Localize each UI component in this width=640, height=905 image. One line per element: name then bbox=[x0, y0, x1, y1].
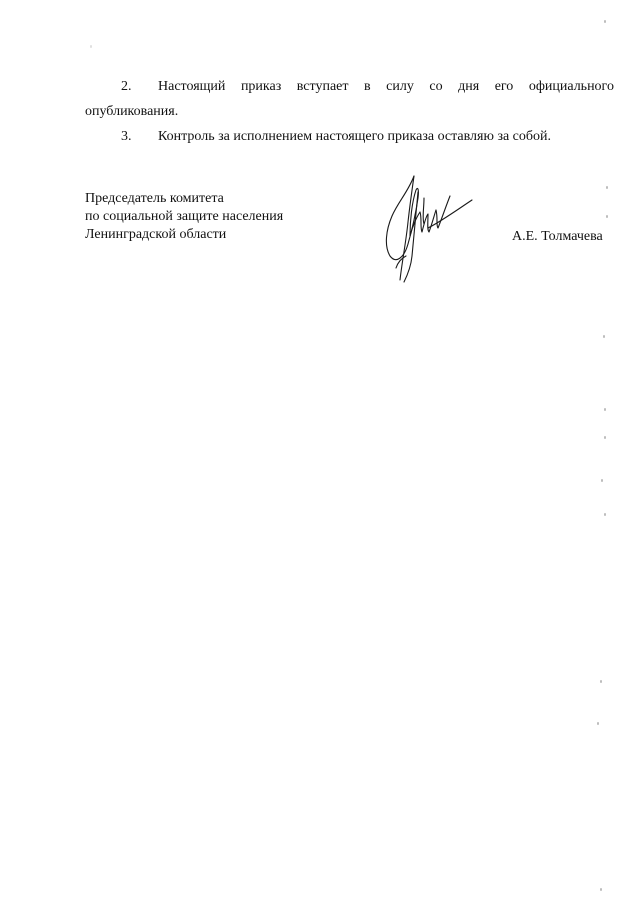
item-2-continuation: опубликования. bbox=[85, 104, 179, 119]
scan-speck bbox=[90, 45, 92, 48]
scan-speck bbox=[604, 20, 606, 23]
item-2-word: в bbox=[364, 79, 371, 94]
scan-speck bbox=[601, 479, 603, 482]
signatory-title-line: Ленинградской области bbox=[85, 227, 227, 242]
scan-speck bbox=[604, 513, 606, 516]
item-2-word: дня bbox=[458, 79, 480, 94]
item-2-word: Настоящий bbox=[158, 79, 226, 94]
item-2-word: вступает bbox=[296, 79, 349, 94]
handwritten-signature bbox=[372, 172, 482, 284]
signatory-title-line: по социальной защите населения bbox=[85, 209, 284, 224]
item-number-3: 3. bbox=[121, 129, 132, 144]
scan-speck bbox=[606, 186, 608, 189]
item-2-word: его bbox=[494, 79, 514, 94]
scan-speck bbox=[604, 408, 606, 411]
item-3-text: Контроль за исполнением настоящего приказа оставляю за собой. bbox=[158, 129, 552, 144]
signatory-title-line: Председатель комитета bbox=[85, 191, 224, 206]
scan-speck bbox=[597, 722, 599, 725]
scan-speck bbox=[600, 680, 602, 683]
scan-speck bbox=[606, 215, 608, 218]
item-2-word: силу bbox=[386, 79, 414, 94]
signatory-name: А.Е. Толмачева bbox=[512, 229, 603, 244]
signatory-title bbox=[85, 190, 283, 244]
item-2-word: приказ bbox=[240, 79, 282, 94]
scan-speck bbox=[604, 436, 606, 439]
item-number-2: 2. bbox=[121, 79, 132, 94]
item-2-word: со bbox=[429, 79, 443, 94]
item-2-word: официального bbox=[528, 79, 614, 94]
item-2-line-1 bbox=[158, 77, 614, 97]
scan-speck bbox=[600, 888, 602, 891]
item-2-line-2 bbox=[85, 102, 178, 122]
scan-speck bbox=[603, 335, 605, 338]
item-2-justified-words bbox=[158, 77, 614, 97]
